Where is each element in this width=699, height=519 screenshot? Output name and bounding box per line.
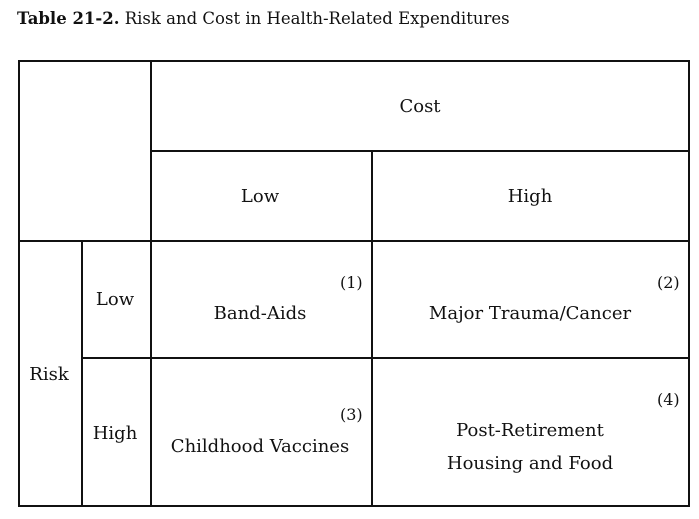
cost-header: Cost (399, 96, 441, 117)
cell-4-text-line-2: Housing and Food (446, 453, 614, 474)
risk-column-divider (81, 240, 83, 507)
cell-4-text-line-1: Post-Retirement (456, 420, 604, 441)
cost-column-divider (371, 150, 373, 507)
risk-high-header: High (92, 423, 138, 444)
cell-1-number: (1) (340, 273, 363, 292)
cell-4-number: (4) (657, 390, 680, 409)
row-divider (81, 357, 690, 359)
cell-2-text: Major Trauma/Cancer (428, 303, 632, 324)
header-body-divider (18, 240, 690, 242)
table-border-top (18, 60, 690, 62)
cost-header-divider (150, 150, 690, 152)
table-border-bottom (18, 505, 690, 507)
cell-1-text: Band-Aids (213, 303, 307, 324)
cell-3-number: (3) (340, 405, 363, 424)
risk-header: Risk (29, 364, 69, 385)
table-border-right (688, 60, 690, 507)
caption-label: Table 21-2. (17, 9, 120, 28)
caption-text: Risk and Cost in Health-Related Expenditures (119, 9, 510, 28)
table-border-left (18, 60, 20, 507)
cell-3-text: Childhood Vaccines (170, 436, 350, 457)
cost-low-header: Low (240, 186, 280, 207)
risk-low-header: Low (95, 289, 135, 310)
cell-2-number: (2) (657, 273, 680, 292)
label-column-divider (150, 60, 152, 507)
cost-high-header: High (507, 186, 553, 207)
